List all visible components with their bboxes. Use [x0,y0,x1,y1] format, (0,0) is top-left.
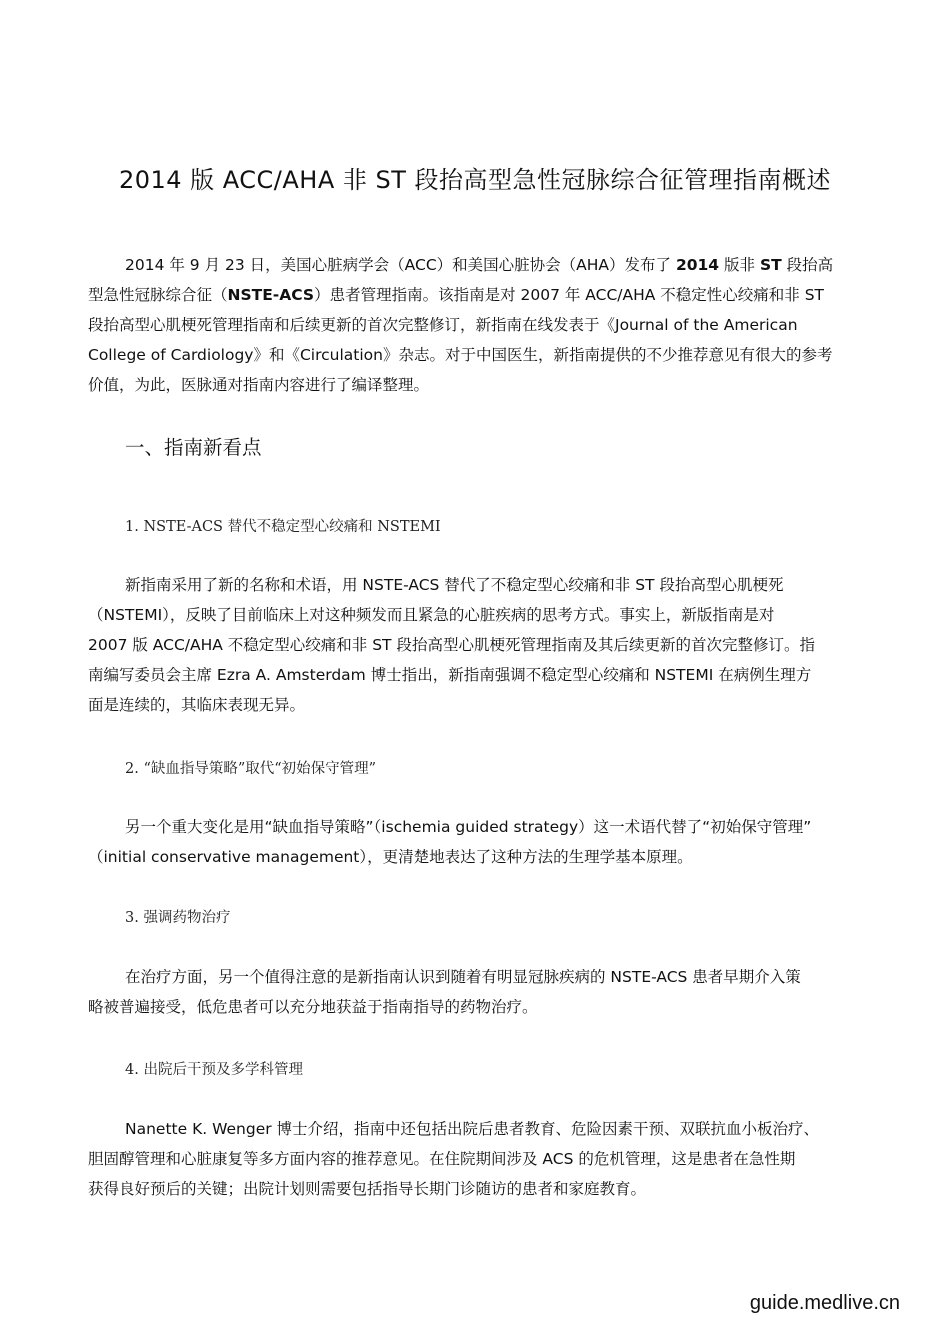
subsection-paragraph-4 [88,1114,864,1204]
intro-text: 版非 [719,256,760,274]
intro-line-4: College of Cardiology》和《Circulation》杂志。对于中国医生，新指南提供的不少推荐意见有很大的参考 [88,346,833,364]
paragraph-line: 2007 版 ACC/AHA 不稳定型心绞痛和非 ST 段抬高型心肌梗死管理指南及其后续更新的首次完整修订。指 [88,636,815,654]
intro-line-1 [88,250,864,280]
paragraph-line: 南编写委员会主席 Ezra A. Amsterdam 博士指出，新指南强调不稳定型心绞痛和 NSTEMI 在病例生理方 [88,666,812,684]
paragraph-line: 面是连续的，其临床表现无异。 [88,696,306,714]
paragraph-line: 新指南采用了新的名称和术语，用 NSTE-ACS 替代了不稳定型心绞痛和非 ST 段抬高型心肌梗死 [125,576,784,594]
subsection-heading-3: 3. 强调药物治疗 [125,910,231,926]
section-heading: 一、指南新看点 [125,436,262,459]
intro-bold-nste-acs: NSTE-ACS [227,286,315,304]
intro-line-2 [88,280,864,310]
paragraph-line: （NSTEMI），反映了目前临床上对这种频发而且紧急的心脏疾病的思考方式。事实上，新版指南是对 [88,606,775,624]
paragraph-line: 胆固醇管理和心脏康复等多方面内容的推荐意见。在住院期间涉及 ACS 的危机管理，这是患者在急性期 [88,1150,796,1168]
intro-bold-st: ST [759,256,782,274]
paragraph-line: 略被普遍接受，低危患者可以充分地获益于指南指导的药物治疗。 [88,998,538,1016]
intro-line-3: 段抬高型心肌梗死管理指南和后续更新的首次完整修订，新指南在线发表于《Journal of the American [88,316,798,334]
subsection-paragraph-3 [88,962,864,1022]
paragraph-line: Nanette K. Wenger 博士介绍，指南中还包括出院后患者教育、危险因素干预、双联抗血小板治疗、 [125,1120,820,1138]
page-title: 2014 版 ACC/AHA 非 ST 段抬高型急性冠脉综合征管理指南概述 [118,166,832,194]
paragraph-line: 在治疗方面，另一个值得注意的是新指南认识到随着有明显冠脉疾病的 NSTE-ACS 患者早期介入策 [125,968,801,986]
intro-line-5: 价值，为此，医脉通对指南内容进行了编译整理。 [88,376,430,394]
paragraph-line: 获得良好预后的关键；出院计划则需要包括指导长期门诊随访的患者和家庭教育。 [88,1180,647,1198]
intro-bold-year: 2014 [675,256,720,274]
intro-text: 2014 年 9 月 23 日，美国心脏病学会（ACC）和美国心脏协会（AHA）发布了 [125,256,676,274]
subsection-paragraph-1 [88,570,864,720]
subsection-paragraph-2 [88,812,864,872]
paragraph-line: 另一个重大变化是用“缺血指导策略”（ischemia guided strategy）这一术语代替了“初始保守管理” [125,818,812,836]
intro-paragraph [88,250,864,400]
subsection-heading-2: 2. “缺血指导策略”取代“初始保守管理” [125,761,377,777]
intro-text: 型急性冠脉综合征（ [88,286,228,304]
intro-text: 段抬高 [781,256,834,274]
paragraph-line: （initial conservative management），更清楚地表达了这种方法的生理学基本原理。 [88,848,693,866]
subsection-heading-1: 1. NSTE-ACS 替代不稳定型心绞痛和 NSTEMI [125,519,441,535]
subsection-heading-4: 4. 出院后干预及多学科管理 [125,1062,303,1078]
footer-url: guide.medlive.cn [749,1292,900,1314]
intro-text: ）患者管理指南。该指南是对 2007 年 ACC/AHA 不稳定性心绞痛和非 ST [314,286,825,304]
